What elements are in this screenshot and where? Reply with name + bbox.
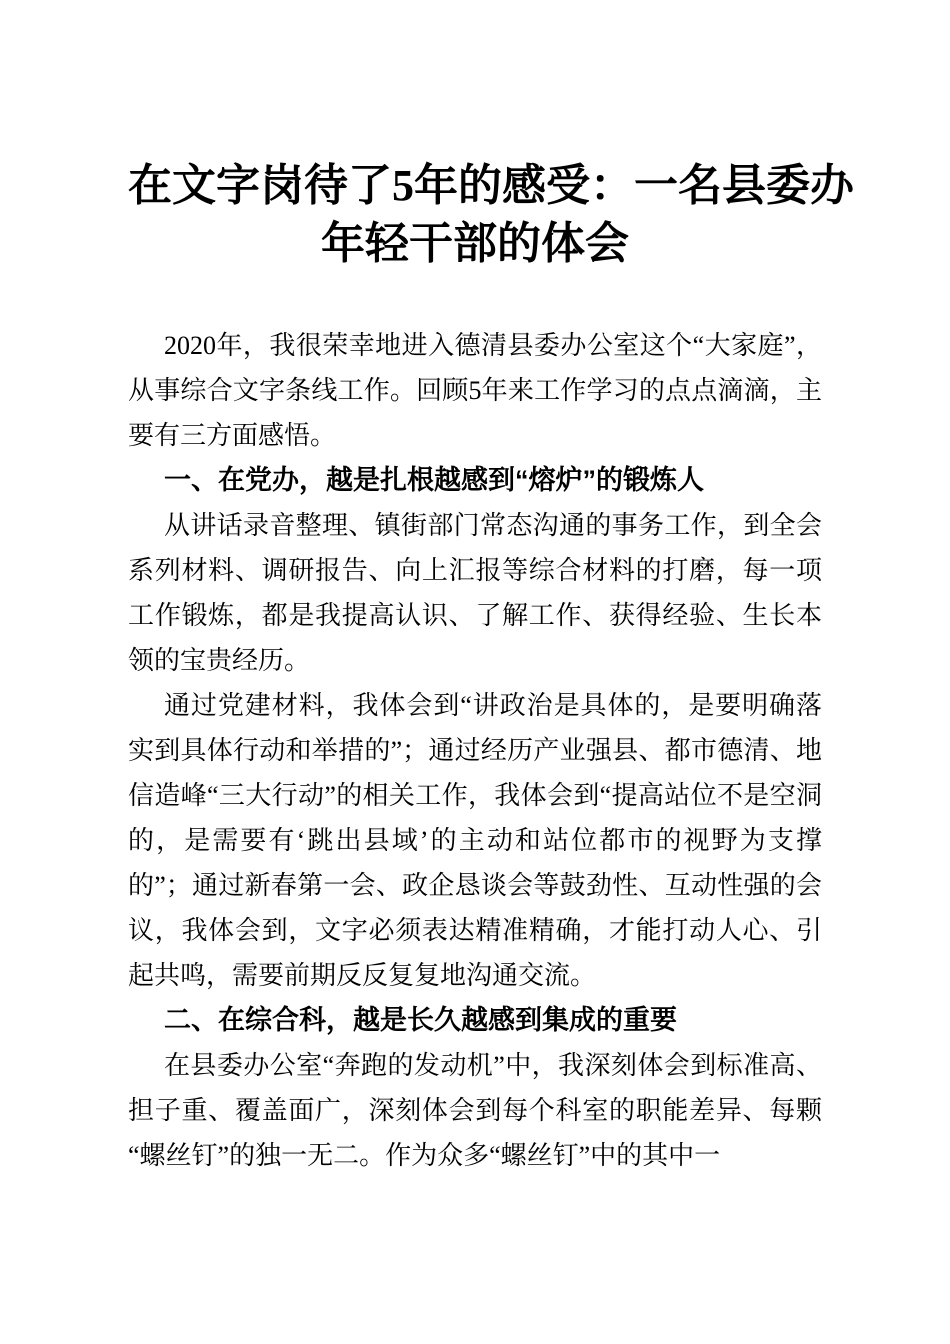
section-2-heading: 二、在综合科，越是长久越感到集成的重要 — [164, 1005, 677, 1035]
document-body — [128, 323, 822, 1178]
section-2-paragraph-1: 在县委办公室“奔跑的发动机”中，我深刻体会到标准高、担子重、覆盖面广，深刻体会到每个科室的职能差异、每颗“螺丝钉”的独一无二。作为众多“螺丝钉”中的其中一 — [128, 1051, 822, 1170]
section-1-paragraph-2: 通过党建材料，我体会到“讲政治是具体的，是要明确落实到具体行动和举措的”；通过经历产业强县、都市德清、地信造峰“三大行动”的相关工作，我体会到“提高站位不是空洞的，是需要有‘跳出县域’的主动和站位都市的视野为支撑的”；通过新春第一会、政企恳谈会等鼓劲性、互动性强的会议，我体会到，文字必须表达精准精确，才能打动人心、引起共鸣，需要前期反反复复地沟通交流。 — [128, 691, 822, 990]
document-title-line-2: 年轻干部的体会 — [321, 219, 629, 268]
section-1-heading: 一、在党办，越是扎根越感到“熔炉”的锻炼人 — [164, 465, 704, 495]
document-title-line-1: 在文字岗待了5年的感受：一名县委办 — [128, 161, 854, 210]
document-title — [128, 157, 854, 273]
intro-paragraph: 2020年，我很荣幸地进入德清县委办公室这个“大家庭”，从事综合文字条线工作。回顾5年来工作学习的点点滴滴，主要有三方面感悟。 — [128, 331, 822, 450]
section-1-paragraph-1: 从讲话录音整理、镇街部门常态沟通的事务工作，到全会系列材料、调研报告、向上汇报等综合材料的打磨，每一项工作锻炼，都是我提高认识、了解工作、获得经验、生长本领的宝贵经历。 — [128, 511, 822, 675]
